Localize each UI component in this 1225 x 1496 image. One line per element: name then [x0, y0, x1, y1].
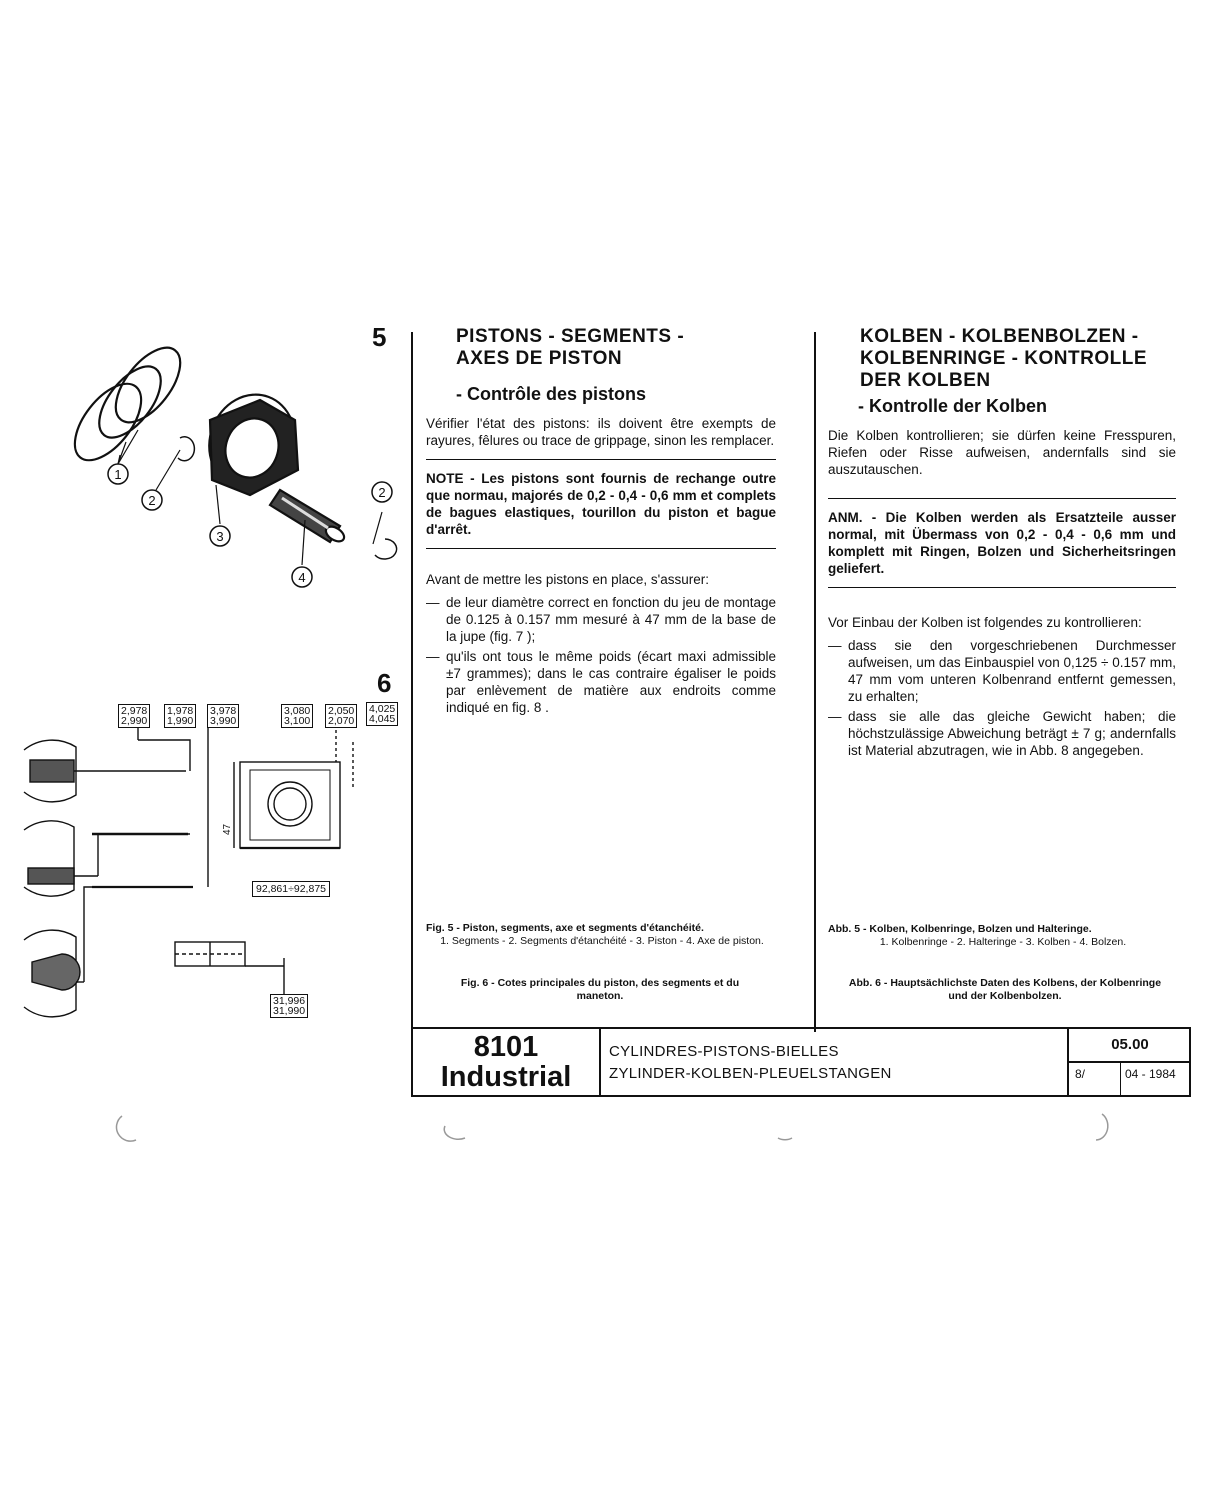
note-de: ANM. - Die Kolben werden als Ersatzteile ausser normal, mit Übermass von 0,2 - 0,4 - 0,6 mm und komplett mit Ringen, Bolzen und Sicherheitsringen geliefert.	[828, 510, 1176, 576]
intro-de: Die Kolben kontrollieren; sie dürfen keine Fresspuren, Riefen oder Risse aufweisen, andernfalls sind sie auszutauschen.	[828, 428, 1176, 477]
title-de-line2: KOLBENRINGE - KONTROLLE	[860, 348, 1147, 369]
callout-2b: 2	[378, 485, 386, 500]
column-german	[828, 326, 1176, 762]
title-fr-line1: PISTONS - SEGMENTS -	[456, 326, 685, 347]
circlip-drawing	[178, 437, 194, 461]
footer-line2: ZYLINDER-KOLBEN-PLEUELSTANGEN	[609, 1065, 892, 1082]
caption-fig6-de: Abb. 6 - Hauptsächlichste Daten des Kolbens, der Kolbenringe und der Kolbenbolzen.	[848, 977, 1162, 1002]
check-intro-de: Vor Einbau der Kolben ist folgendes zu kontrollieren:	[828, 615, 1142, 630]
footer-table	[411, 1027, 1191, 1097]
intro-fr: Vérifier l'état des pistons: ils doivent être exempts de rayures, fêlures ou trace de grippage, sinon les remplacer.	[426, 416, 776, 448]
piston-pin-section	[175, 942, 284, 995]
title-de-line1: KOLBEN - KOLBENBOLZEN -	[860, 326, 1139, 347]
footer-line1: CYLINDRES-PISTONS-BIELLES	[609, 1043, 839, 1060]
circlip-drawing	[375, 539, 397, 559]
figure-6-dimensions-drawing	[18, 700, 408, 1030]
footer-brand: Industrial	[440, 1061, 572, 1093]
list-item: — dass sie alle das gleiche Gewicht haben; die höchstzulässige Abweichung beträgt ± 7 g; andernfalls ist Material abzutragen, wie in Abb. 8 angegeben.	[828, 708, 1176, 759]
subtitle-de: - Kontrolle der Kolben	[858, 396, 1047, 416]
footer-meta-cell	[1067, 1029, 1191, 1095]
rule	[828, 498, 1176, 499]
dim-groove3: 4,025 4,045	[366, 702, 398, 726]
callout-1: 1	[114, 467, 122, 482]
figure-number-5: 5	[372, 322, 387, 352]
height-dimension: 47	[222, 823, 233, 835]
piston-pin-drawing	[270, 490, 347, 544]
caption-fig5-de: Abb. 5 - Kolben, Kolbenringe, Bolzen und Halteringe. 1. Kolbenringe - 2. Halteringe - 3. Kolben - 4. Bolzen.	[828, 923, 1127, 948]
check-intro-fr: Avant de mettre les pistons en place, s'assurer:	[426, 572, 709, 587]
footer-page: 8/	[1075, 1067, 1086, 1081]
figure-5-piston-exploded	[30, 330, 410, 600]
piston-section-drawing	[234, 762, 340, 848]
title-fr-line2: AXES DE PISTON	[456, 348, 623, 369]
footer-meta-divider	[1120, 1063, 1121, 1095]
subtitle-fr: - Contrôle des pistons	[456, 384, 647, 404]
ring-section-3	[24, 930, 84, 1017]
footer-model-cell	[413, 1029, 601, 1095]
column-french	[426, 326, 776, 719]
callout-4: 4	[298, 570, 306, 585]
callout-2: 2	[148, 493, 156, 508]
dim-ring1: 2,978 2,990	[118, 704, 150, 728]
callout-3: 3	[216, 529, 224, 544]
dim-pin: 31,996 31,990	[270, 994, 308, 1018]
title-de-line3: DER KOLBEN	[860, 370, 991, 391]
check-list-fr	[426, 594, 776, 716]
footer-title-cell	[609, 1041, 1069, 1085]
footer-model: 8101	[473, 1031, 539, 1063]
piston-drawing	[196, 383, 308, 502]
list-item: — dass sie den vorgeschriebenen Durchmesser aufweisen, um das Einbauspiel von 0,125 ÷ 0.157 mm, 47 mm vom unteren Kolbenrand entfernt gemessen, zu erhalten;	[828, 637, 1176, 705]
column-divider-left	[411, 332, 413, 1032]
note-fr: NOTE - Les pistons sont fournis de rechange outre que normau, majorés de 0,2 - 0,4 - 0,6 mm et complets de bagues elastiques, tourillon du piston et bague d'arrêt.	[426, 471, 776, 537]
footer-section: 05.00	[1069, 1029, 1191, 1063]
dim-ring2: 1,978 1,990	[164, 704, 196, 728]
rule	[828, 587, 1176, 588]
list-item: — qu'ils ont tous le même poids (écart maxi admissible ±7 grammes); dans le cas contraire égaliser le poids par enlèvement de matière aux endroits comme indiqué en fig. 8 .	[426, 648, 776, 716]
column-divider-right	[814, 332, 816, 1032]
footer-date: 04 - 1984	[1125, 1067, 1176, 1081]
dim-groove1: 3,080 3,100	[281, 704, 313, 728]
list-item: — de leur diamètre correct en fonction du jeu de montage de 0.125 à 0.157 mm mesuré à 47 mm de la base de la jupe (fig. 7 );	[426, 594, 776, 645]
check-list-de	[828, 637, 1176, 759]
punch-marks	[110, 1108, 1130, 1148]
ring-section-2	[24, 821, 98, 896]
caption-fig6-fr: Fig. 6 - Cotes principales du piston, des segments et du maneton.	[460, 977, 740, 1002]
dim-piston-diameter: 92,861÷92,875	[252, 881, 330, 897]
figure-number-6: 6	[377, 668, 392, 698]
piston-ring-drawing	[88, 356, 173, 448]
rule	[426, 548, 776, 549]
caption-fig5-fr: Fig. 5 - Piston, segments, axe et segments d'étanchéité. 1. Segments - 2. Segments d'étanchéité - 3. Piston - 4. Axe de piston.	[426, 922, 764, 947]
rule	[426, 459, 776, 460]
dim-ring3: 3,978 3,990	[207, 704, 239, 728]
dim-groove2: 2,050 2,070	[325, 704, 357, 728]
